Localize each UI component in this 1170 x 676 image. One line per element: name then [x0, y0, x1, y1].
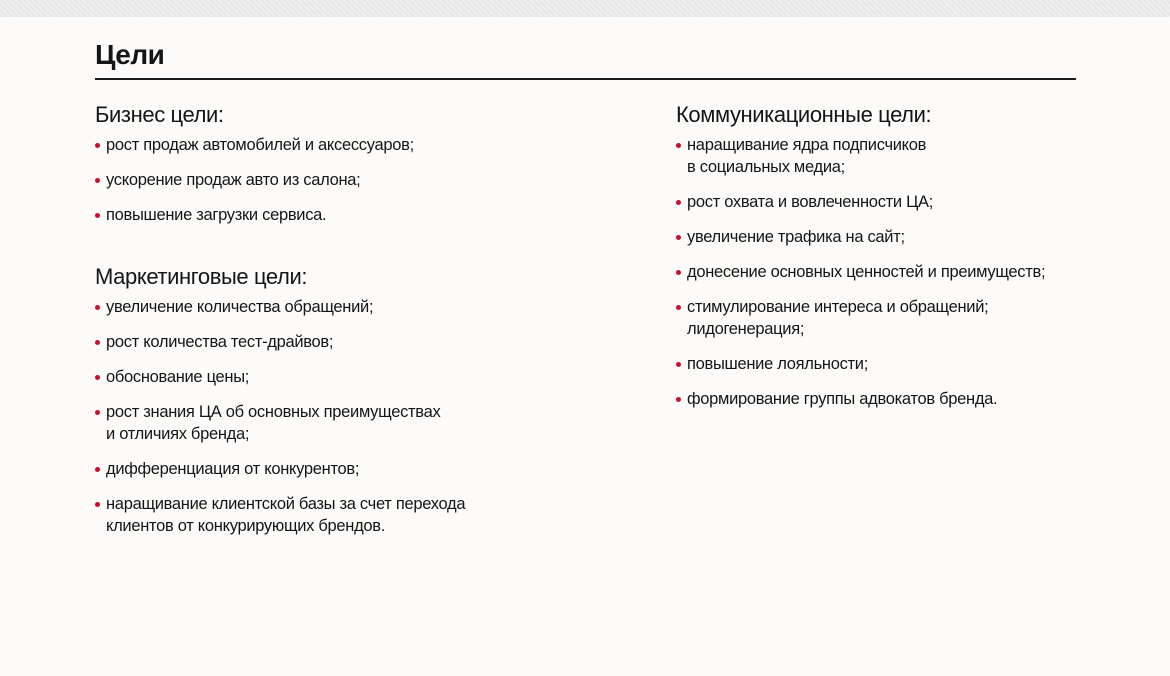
bullet-icon — [95, 178, 100, 183]
communication-goals-list — [676, 134, 1146, 410]
list-item — [95, 331, 635, 353]
list-item-text: рост знания ЦА об основных преимуществах и отличиях бренда; — [106, 403, 441, 443]
list-item — [676, 353, 1146, 375]
bullet-icon — [95, 143, 100, 148]
list-item-text: формирование группы адвокатов бренда. — [687, 390, 998, 408]
list-item-text: наращивание клиентской базы за счет перехода клиентов от конкурирующих брендов. — [106, 495, 466, 535]
bullet-icon — [676, 235, 681, 240]
bullet-icon — [95, 375, 100, 380]
bullet-icon — [95, 502, 100, 507]
list-item — [676, 261, 1146, 283]
list-item — [95, 296, 635, 318]
list-item-text: рост охвата и вовлеченности ЦА; — [687, 193, 933, 211]
bullet-icon — [676, 305, 681, 310]
marketing-goals-list — [95, 296, 635, 537]
marketing-goals-section — [95, 264, 635, 550]
bullet-icon — [676, 200, 681, 205]
page-title: Цели — [95, 39, 165, 70]
list-item-text: увеличение трафика на сайт; — [687, 228, 905, 246]
business-goals-list — [95, 134, 635, 226]
business-goals-heading: Бизнес цели: — [95, 102, 224, 127]
list-item-text: рост продаж автомобилей и аксессуаров; — [106, 136, 414, 154]
list-item-text: повышение лояльности; — [687, 355, 868, 373]
list-item-text: рост количества тест-драйвов; — [106, 333, 334, 351]
bullet-icon — [676, 362, 681, 367]
top-strip — [0, 0, 1170, 17]
bullet-icon — [95, 410, 100, 415]
list-item — [676, 134, 1146, 178]
communication-goals-heading: Коммуникационные цели: — [676, 102, 932, 127]
bullet-icon — [676, 397, 681, 402]
list-item — [95, 134, 635, 156]
list-item-text: донесение основных ценностей и преимуществ; — [687, 263, 1046, 281]
list-item — [95, 458, 635, 480]
communication-goals-section — [676, 102, 1146, 423]
list-item — [95, 204, 635, 226]
list-item — [95, 366, 635, 388]
list-item — [676, 191, 1146, 213]
list-item-text: наращивание ядра подписчиков в социальных медиа; — [687, 136, 927, 176]
list-item — [676, 388, 1146, 410]
bullet-icon — [95, 340, 100, 345]
list-item — [676, 226, 1146, 248]
list-item-text: обоснование цены; — [106, 368, 250, 386]
list-item — [95, 401, 635, 445]
list-item — [676, 296, 1146, 340]
bullet-icon — [95, 467, 100, 472]
title-divider — [95, 78, 1076, 80]
list-item-text: ускорение продаж авто из салона; — [106, 171, 361, 189]
marketing-goals-heading: Маркетинговые цели: — [95, 264, 308, 289]
bullet-icon — [676, 143, 681, 148]
list-item-text: дифференциация от конкурентов; — [106, 460, 360, 478]
bullet-icon — [95, 305, 100, 310]
list-item-text: увеличение количества обращений; — [106, 298, 374, 316]
bullet-icon — [95, 213, 100, 218]
list-item — [95, 493, 635, 537]
list-item-text: повышение загрузки сервиса. — [106, 206, 327, 224]
list-item-text: стимулирование интереса и обращений; лидогенерация; — [687, 298, 989, 338]
bullet-icon — [676, 270, 681, 275]
business-goals-section — [95, 102, 635, 239]
list-item — [95, 169, 635, 191]
